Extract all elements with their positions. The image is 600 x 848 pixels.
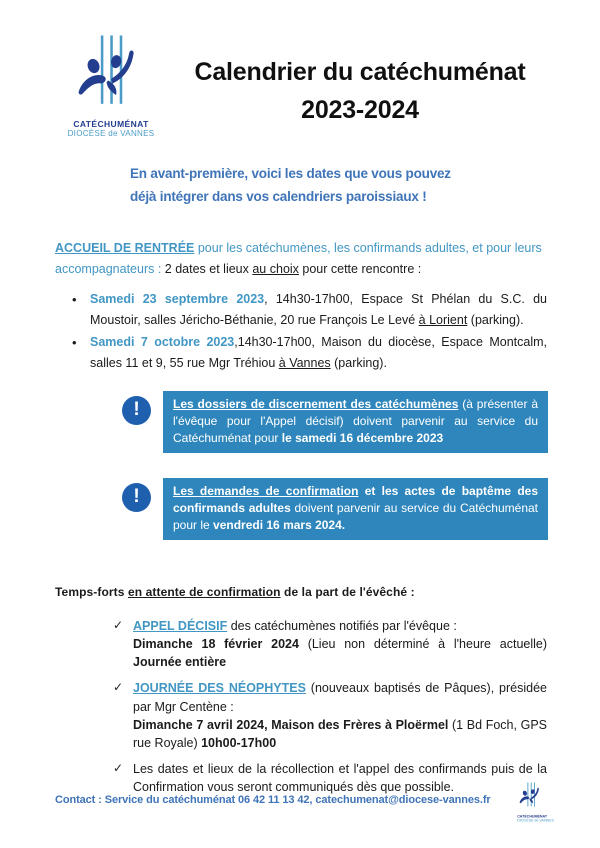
- agenda-2-title-rest: (nouveaux baptisés de Pâques), présidée par Mgr Centène :: [133, 681, 547, 714]
- diocese-logo-icon: [516, 782, 546, 810]
- meeting-dates-list: [55, 289, 547, 374]
- meeting-2-after: (parking).: [330, 355, 387, 370]
- section-heading-tempsforts: [55, 585, 415, 599]
- meeting-1-date: Samedi 23 septembre 2023: [90, 292, 265, 306]
- alert-dossiers-box: [163, 391, 548, 453]
- agenda-2-duration: 10h00-17h00: [201, 735, 277, 750]
- bullet-icon: •: [72, 292, 77, 307]
- agenda-3-note: Les dates et lieux de la récollection et l'appel des confirmands puis de la Confirmation vous seront communiqués dès que possible.: [133, 761, 547, 794]
- meeting-1-place: à Lorient: [418, 313, 468, 328]
- tempsforts-prefix: Temps-forts: [55, 585, 128, 599]
- alert-1-regular: (à présenter à l'évêque pour l'Appel décisif) doivent parvenir au service du Catéchuménat pour: [173, 397, 538, 446]
- alert-2-regular: doivent parvenir au service du Catéchuménat pour le: [173, 501, 538, 533]
- footer-logo-name: CATÉCHUMÉNAT: [517, 815, 548, 819]
- exclamation-icon: !: [122, 396, 151, 425]
- agenda-1-detail: (Lieu non déterminé à l'heure actuelle): [298, 637, 548, 652]
- check-icon: ✓: [113, 760, 124, 775]
- accueil-black-before: 2 dates et lieux: [164, 262, 253, 277]
- agenda-list: [113, 617, 547, 804]
- intro-line2: déjà intégrer dans vos calendriers paroissiaux !: [130, 188, 427, 204]
- diocese-logo: [54, 34, 168, 138]
- agenda-1-date: Dimanche 18 février 2024: [133, 637, 299, 652]
- page-title-line1: Calendrier du catéchuménat: [194, 58, 526, 86]
- list-item: [113, 617, 547, 671]
- page-title: [168, 54, 552, 129]
- meeting-2-before: ,14h30-17h00, Maison du diocèse, Espace Montcalm, salles 11 et 9, 55 rue Mgr Tréhiou: [90, 334, 547, 370]
- agenda-2-detail: (1 Bd Foch, GPS rue Royale): [133, 717, 547, 750]
- footer-logo: [508, 782, 554, 825]
- list-item: [113, 679, 547, 752]
- footer-logo-subtitle: DIOCÈSE de VANNES: [517, 819, 554, 823]
- agenda-1-duration: Journée entière: [133, 655, 227, 670]
- meeting-1-text: [90, 289, 547, 332]
- meeting-2-text: [90, 332, 547, 375]
- accueil-heading: ACCUEIL DE RENTRÉE: [55, 241, 195, 255]
- accueil-underlined: au choix: [252, 262, 299, 277]
- agenda-2-date: Dimanche 7 avril 2024, Maison des Frères à Ploërmel: [133, 717, 449, 732]
- accueil-black-after: pour cette rencontre :: [298, 262, 422, 277]
- accueil-paragraph: [55, 238, 547, 281]
- logo-name: CATÉCHUMÉNAT: [73, 119, 149, 129]
- agenda-1-body: [133, 617, 547, 671]
- alert-dossiers: [122, 391, 548, 453]
- meeting-1-before: , 14h30-17h00, Espace St Phélan du S.C. du Moustoir, salles Jéricho-Béthanie, 20 rue François Le Levé: [90, 292, 547, 328]
- agenda-2-title: JOURNÉE DES NÉOPHYTES: [133, 681, 306, 696]
- footer-contact: Contact : Service du catéchuménat 06 42 11 13 42, catechumenat@diocese-vannes.fr: [55, 794, 491, 806]
- page-title-line2: 2023-2024: [301, 95, 419, 124]
- intro-line1: En avant-première, voici les dates que vous pouvez: [130, 166, 451, 181]
- agenda-2-body: [133, 679, 547, 752]
- meeting-1-after: (parking).: [467, 313, 524, 328]
- agenda-1-title: APPEL DÉCISIF: [133, 619, 228, 633]
- agenda-1-title-rest: des catéchumènes notifiés par l'évêque :: [227, 619, 457, 633]
- logo-subtitle: DIOCÈSE de VANNES: [67, 129, 155, 138]
- exclamation-icon: !: [122, 483, 151, 512]
- list-item: [55, 289, 547, 332]
- check-icon: ✓: [113, 680, 124, 695]
- tempsforts-underlined: en attente de confirmation: [127, 585, 281, 599]
- list-item: [113, 760, 547, 796]
- alert-2-bold: et les actes de baptême des confirmands adultes: [173, 484, 538, 516]
- diocese-logo-icon: [68, 34, 154, 114]
- meeting-2-date: Samedi 7 octobre 2023: [90, 334, 235, 349]
- alert-2-lead: Les demandes de confirmation: [173, 484, 359, 498]
- alert-confirmation: [122, 478, 548, 540]
- alert-2-strong: vendredi 16 mars 2024.: [213, 518, 346, 533]
- alert-1-lead: Les dossiers de discernement des catéchumènes: [173, 397, 459, 411]
- alert-confirmation-box: [163, 478, 548, 540]
- meeting-2-place: à Vannes: [278, 355, 331, 370]
- bullet-icon: •: [72, 334, 77, 350]
- accueil-blue-text: pour les catéchumènes, les confirmands adultes, et pour leurs accompagnateurs :: [55, 241, 542, 277]
- list-item: [55, 332, 547, 375]
- alert-1-strong: le samedi 16 décembre 2023: [281, 431, 444, 446]
- intro-paragraph: [130, 163, 451, 209]
- tempsforts-suffix: de la part de l'évêché :: [280, 585, 415, 599]
- check-icon: ✓: [113, 618, 124, 632]
